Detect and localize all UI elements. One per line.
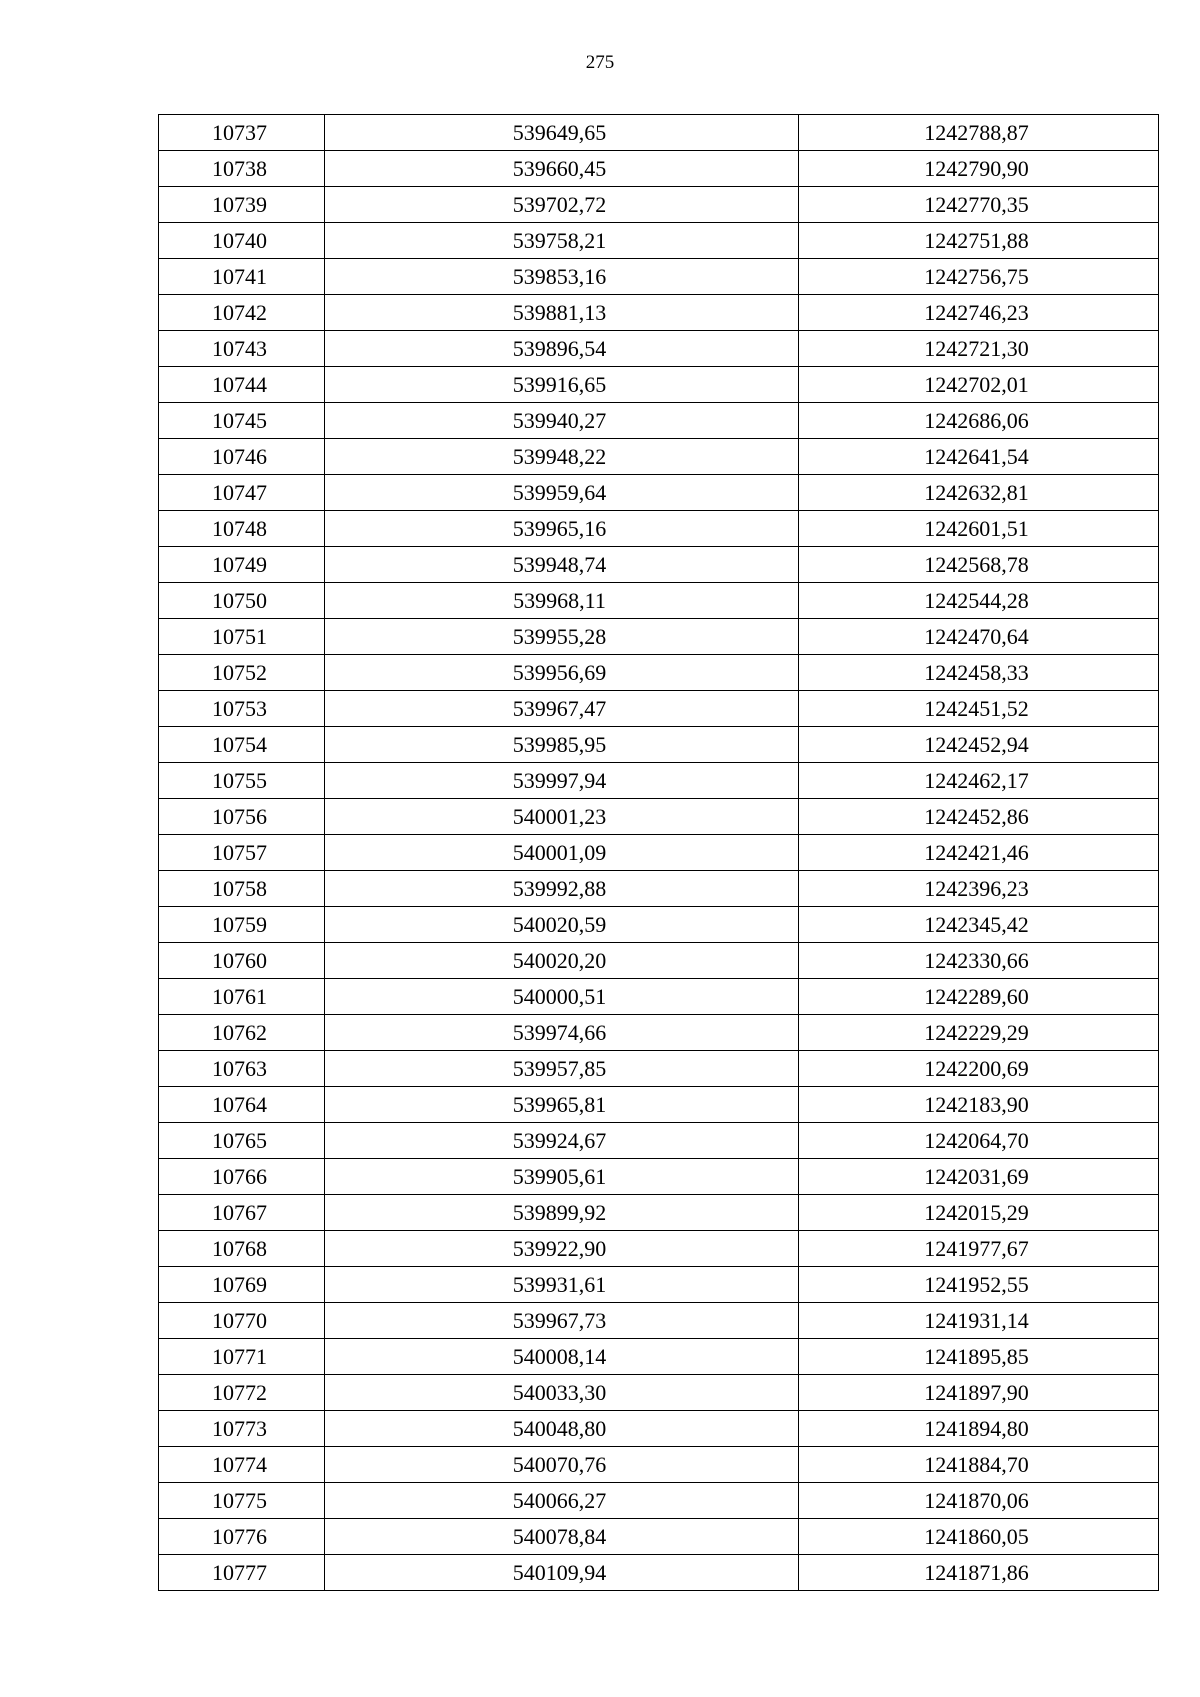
x-coordinate-cell: 539924,67 xyxy=(325,1123,799,1159)
table-row xyxy=(159,115,1159,151)
table-row xyxy=(159,439,1159,475)
point-number-cell: 10764 xyxy=(159,1087,325,1123)
point-number-cell: 10774 xyxy=(159,1447,325,1483)
table-row xyxy=(159,1015,1159,1051)
point-number-cell: 10744 xyxy=(159,367,325,403)
x-coordinate-cell: 539948,74 xyxy=(325,547,799,583)
point-number-cell: 10747 xyxy=(159,475,325,511)
x-coordinate-cell: 540001,23 xyxy=(325,799,799,835)
x-coordinate-cell: 540001,09 xyxy=(325,835,799,871)
y-coordinate-cell: 1242601,51 xyxy=(799,511,1159,547)
point-number-cell: 10742 xyxy=(159,295,325,331)
y-coordinate-cell: 1242702,01 xyxy=(799,367,1159,403)
x-coordinate-cell: 540020,20 xyxy=(325,943,799,979)
table-body xyxy=(159,115,1159,1591)
table-row xyxy=(159,1339,1159,1375)
y-coordinate-cell: 1241931,14 xyxy=(799,1303,1159,1339)
point-number-cell: 10745 xyxy=(159,403,325,439)
y-coordinate-cell: 1242451,52 xyxy=(799,691,1159,727)
table-row xyxy=(159,655,1159,691)
table-row xyxy=(159,1555,1159,1591)
point-number-cell: 10739 xyxy=(159,187,325,223)
point-number-cell: 10758 xyxy=(159,871,325,907)
y-coordinate-cell: 1241871,86 xyxy=(799,1555,1159,1591)
x-coordinate-cell: 540078,84 xyxy=(325,1519,799,1555)
y-coordinate-cell: 1242452,94 xyxy=(799,727,1159,763)
y-coordinate-cell: 1241952,55 xyxy=(799,1267,1159,1303)
table-row xyxy=(159,259,1159,295)
point-number-cell: 10773 xyxy=(159,1411,325,1447)
x-coordinate-cell: 540109,94 xyxy=(325,1555,799,1591)
y-coordinate-cell: 1242470,64 xyxy=(799,619,1159,655)
point-number-cell: 10763 xyxy=(159,1051,325,1087)
y-coordinate-cell: 1242396,23 xyxy=(799,871,1159,907)
table-row xyxy=(159,1303,1159,1339)
table-row xyxy=(159,979,1159,1015)
x-coordinate-cell: 540020,59 xyxy=(325,907,799,943)
page-number: 275 xyxy=(585,52,615,73)
point-number-cell: 10775 xyxy=(159,1483,325,1519)
y-coordinate-cell: 1242064,70 xyxy=(799,1123,1159,1159)
y-coordinate-cell: 1242345,42 xyxy=(799,907,1159,943)
x-coordinate-cell: 539965,16 xyxy=(325,511,799,547)
point-number-cell: 10769 xyxy=(159,1267,325,1303)
table-row xyxy=(159,1447,1159,1483)
table-row xyxy=(159,403,1159,439)
y-coordinate-cell: 1242200,69 xyxy=(799,1051,1159,1087)
x-coordinate-cell: 540070,76 xyxy=(325,1447,799,1483)
y-coordinate-cell: 1242788,87 xyxy=(799,115,1159,151)
y-coordinate-cell: 1242746,23 xyxy=(799,295,1159,331)
y-coordinate-cell: 1242462,17 xyxy=(799,763,1159,799)
point-number-cell: 10777 xyxy=(159,1555,325,1591)
x-coordinate-cell: 540048,80 xyxy=(325,1411,799,1447)
point-number-cell: 10740 xyxy=(159,223,325,259)
table-row xyxy=(159,1483,1159,1519)
point-number-cell: 10752 xyxy=(159,655,325,691)
table-row xyxy=(159,295,1159,331)
y-coordinate-cell: 1241977,67 xyxy=(799,1231,1159,1267)
x-coordinate-cell: 539881,13 xyxy=(325,295,799,331)
y-coordinate-cell: 1241895,85 xyxy=(799,1339,1159,1375)
point-number-cell: 10746 xyxy=(159,439,325,475)
table-row xyxy=(159,727,1159,763)
table-row xyxy=(159,871,1159,907)
x-coordinate-cell: 539853,16 xyxy=(325,259,799,295)
point-number-cell: 10771 xyxy=(159,1339,325,1375)
x-coordinate-cell: 540000,51 xyxy=(325,979,799,1015)
x-coordinate-cell: 539702,72 xyxy=(325,187,799,223)
point-number-cell: 10765 xyxy=(159,1123,325,1159)
x-coordinate-cell: 539968,11 xyxy=(325,583,799,619)
x-coordinate-cell: 539916,65 xyxy=(325,367,799,403)
table-row xyxy=(159,367,1159,403)
point-number-cell: 10766 xyxy=(159,1159,325,1195)
table-row xyxy=(159,151,1159,187)
x-coordinate-cell: 539992,88 xyxy=(325,871,799,907)
y-coordinate-cell: 1242641,54 xyxy=(799,439,1159,475)
point-number-cell: 10772 xyxy=(159,1375,325,1411)
point-number-cell: 10753 xyxy=(159,691,325,727)
table-row xyxy=(159,835,1159,871)
y-coordinate-cell: 1241884,70 xyxy=(799,1447,1159,1483)
y-coordinate-cell: 1241870,06 xyxy=(799,1483,1159,1519)
table-row xyxy=(159,1519,1159,1555)
point-number-cell: 10768 xyxy=(159,1231,325,1267)
x-coordinate-cell: 539985,95 xyxy=(325,727,799,763)
table-row xyxy=(159,619,1159,655)
point-number-cell: 10754 xyxy=(159,727,325,763)
table-row xyxy=(159,1375,1159,1411)
y-coordinate-cell: 1242421,46 xyxy=(799,835,1159,871)
x-coordinate-cell: 539997,94 xyxy=(325,763,799,799)
x-coordinate-cell: 540008,14 xyxy=(325,1339,799,1375)
x-coordinate-cell: 539955,28 xyxy=(325,619,799,655)
y-coordinate-cell: 1242770,35 xyxy=(799,187,1159,223)
x-coordinate-cell: 540033,30 xyxy=(325,1375,799,1411)
y-coordinate-cell: 1242544,28 xyxy=(799,583,1159,619)
point-number-cell: 10756 xyxy=(159,799,325,835)
y-coordinate-cell: 1242330,66 xyxy=(799,943,1159,979)
point-number-cell: 10750 xyxy=(159,583,325,619)
table-row xyxy=(159,475,1159,511)
x-coordinate-cell: 539758,21 xyxy=(325,223,799,259)
table-row xyxy=(159,547,1159,583)
table-row xyxy=(159,1195,1159,1231)
point-number-cell: 10767 xyxy=(159,1195,325,1231)
point-number-cell: 10738 xyxy=(159,151,325,187)
point-number-cell: 10760 xyxy=(159,943,325,979)
point-number-cell: 10737 xyxy=(159,115,325,151)
x-coordinate-cell: 539974,66 xyxy=(325,1015,799,1051)
x-coordinate-cell: 539959,64 xyxy=(325,475,799,511)
x-coordinate-cell: 539957,85 xyxy=(325,1051,799,1087)
y-coordinate-cell: 1241860,05 xyxy=(799,1519,1159,1555)
table-row xyxy=(159,1159,1159,1195)
y-coordinate-cell: 1242686,06 xyxy=(799,403,1159,439)
y-coordinate-cell: 1242031,69 xyxy=(799,1159,1159,1195)
y-coordinate-cell: 1242632,81 xyxy=(799,475,1159,511)
y-coordinate-cell: 1242452,86 xyxy=(799,799,1159,835)
y-coordinate-cell: 1242458,33 xyxy=(799,655,1159,691)
y-coordinate-cell: 1242756,75 xyxy=(799,259,1159,295)
table-row xyxy=(159,511,1159,547)
x-coordinate-cell: 539649,65 xyxy=(325,115,799,151)
y-coordinate-cell: 1241894,80 xyxy=(799,1411,1159,1447)
x-coordinate-cell: 539899,92 xyxy=(325,1195,799,1231)
table-row xyxy=(159,1267,1159,1303)
table-row xyxy=(159,331,1159,367)
point-number-cell: 10743 xyxy=(159,331,325,367)
table-row xyxy=(159,1411,1159,1447)
table-row xyxy=(159,1123,1159,1159)
point-number-cell: 10751 xyxy=(159,619,325,655)
y-coordinate-cell: 1242183,90 xyxy=(799,1087,1159,1123)
table-row xyxy=(159,583,1159,619)
point-number-cell: 10770 xyxy=(159,1303,325,1339)
point-number-cell: 10741 xyxy=(159,259,325,295)
table-row xyxy=(159,907,1159,943)
x-coordinate-cell: 539660,45 xyxy=(325,151,799,187)
table-row xyxy=(159,943,1159,979)
table-row xyxy=(159,763,1159,799)
coordinates-table xyxy=(158,114,1159,1591)
y-coordinate-cell: 1242229,29 xyxy=(799,1015,1159,1051)
x-coordinate-cell: 539967,73 xyxy=(325,1303,799,1339)
x-coordinate-cell: 539896,54 xyxy=(325,331,799,367)
y-coordinate-cell: 1242568,78 xyxy=(799,547,1159,583)
point-number-cell: 10749 xyxy=(159,547,325,583)
x-coordinate-cell: 539931,61 xyxy=(325,1267,799,1303)
y-coordinate-cell: 1242015,29 xyxy=(799,1195,1159,1231)
point-number-cell: 10757 xyxy=(159,835,325,871)
x-coordinate-cell: 539956,69 xyxy=(325,655,799,691)
table-row xyxy=(159,1087,1159,1123)
table-row xyxy=(159,799,1159,835)
point-number-cell: 10761 xyxy=(159,979,325,1015)
point-number-cell: 10762 xyxy=(159,1015,325,1051)
x-coordinate-cell: 539940,27 xyxy=(325,403,799,439)
point-number-cell: 10748 xyxy=(159,511,325,547)
point-number-cell: 10776 xyxy=(159,1519,325,1555)
x-coordinate-cell: 539948,22 xyxy=(325,439,799,475)
x-coordinate-cell: 540066,27 xyxy=(325,1483,799,1519)
y-coordinate-cell: 1242751,88 xyxy=(799,223,1159,259)
table-row xyxy=(159,1051,1159,1087)
y-coordinate-cell: 1241897,90 xyxy=(799,1375,1159,1411)
table-row xyxy=(159,223,1159,259)
y-coordinate-cell: 1242790,90 xyxy=(799,151,1159,187)
table-row xyxy=(159,691,1159,727)
table-row xyxy=(159,187,1159,223)
x-coordinate-cell: 539922,90 xyxy=(325,1231,799,1267)
y-coordinate-cell: 1242721,30 xyxy=(799,331,1159,367)
table-row xyxy=(159,1231,1159,1267)
y-coordinate-cell: 1242289,60 xyxy=(799,979,1159,1015)
point-number-cell: 10759 xyxy=(159,907,325,943)
x-coordinate-cell: 539967,47 xyxy=(325,691,799,727)
x-coordinate-cell: 539905,61 xyxy=(325,1159,799,1195)
x-coordinate-cell: 539965,81 xyxy=(325,1087,799,1123)
point-number-cell: 10755 xyxy=(159,763,325,799)
